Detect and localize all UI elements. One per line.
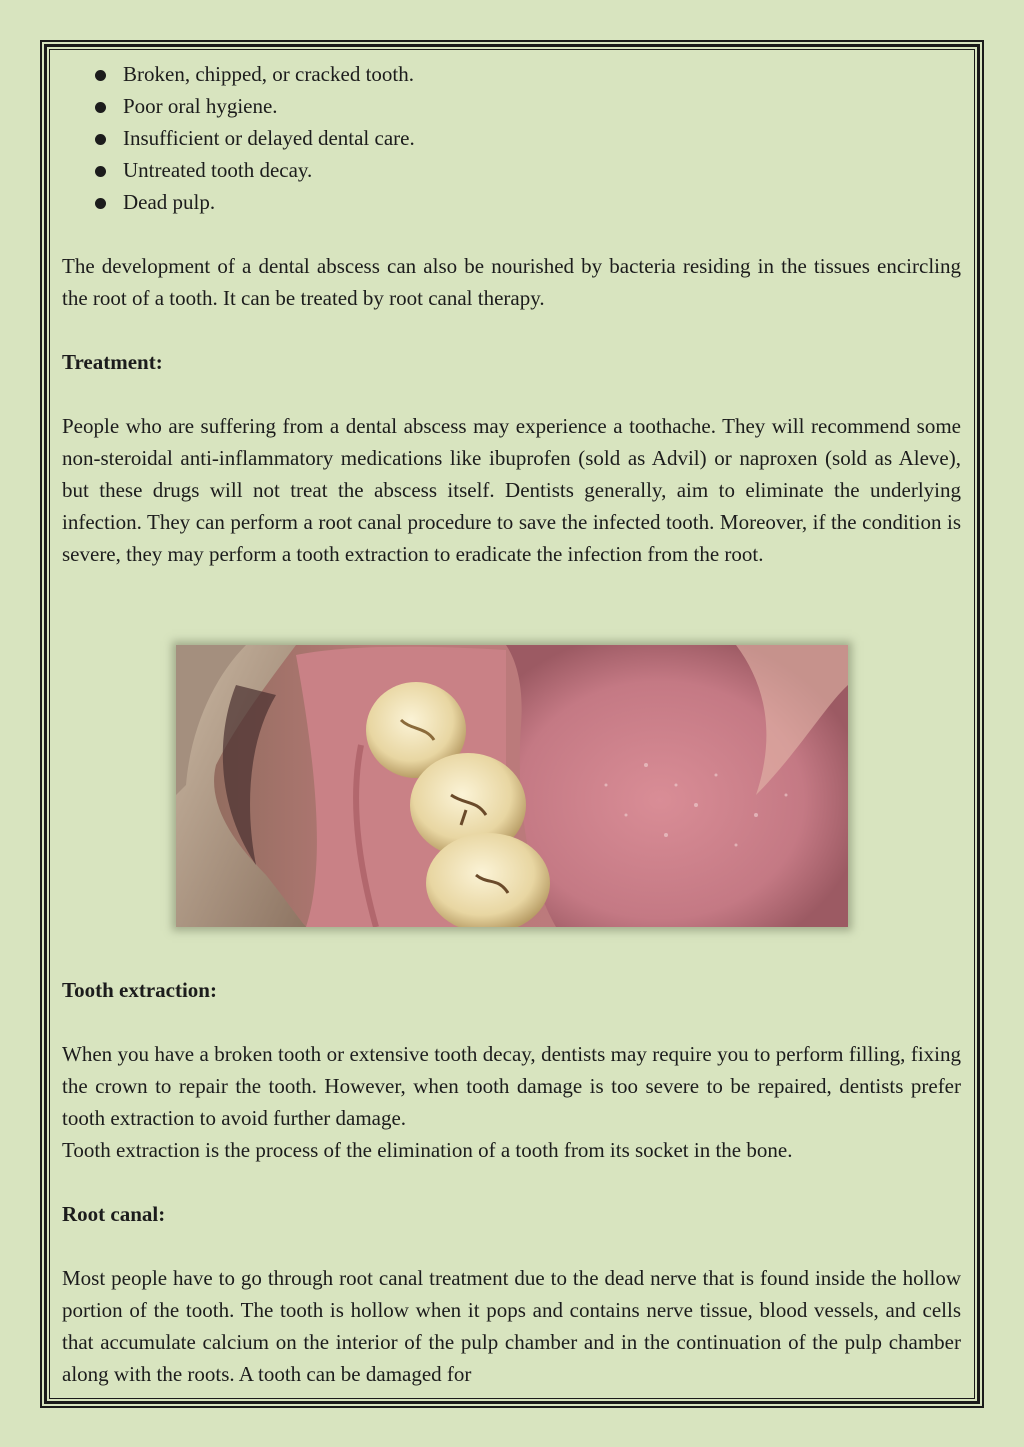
abscessed-tooth-photo — [176, 645, 848, 927]
intro-paragraph: The development of a dental abscess can also be nourished by bacteria residing in the tissues encircling the root of a tooth. It can be treated by root canal therapy. — [62, 254, 961, 310]
bullet-icon — [95, 198, 106, 209]
root-canal-heading: Root canal: — [62, 1202, 166, 1226]
bullet-icon — [95, 166, 106, 177]
tooth-extraction-heading: Tooth extraction: — [62, 978, 217, 1002]
list-item: Broken, chipped, or cracked tooth. — [62, 58, 961, 90]
list-item: Untreated tooth decay. — [62, 154, 961, 186]
tooth-extraction-paragraph: When you have a broken tooth or extensive tooth decay, dentists may require you to perform filling, fixing the crown to repair the tooth. However, when tooth damage is too severe to be repaired, dentists prefer tooth extraction to avoid further damage. — [62, 1042, 961, 1130]
bullet-icon — [95, 102, 106, 113]
list-item: Poor oral hygiene. — [62, 90, 961, 122]
root-canal-paragraph: Most people have to go through root canal treatment due to the dead nerve that is found inside the hollow portion of the tooth. The tooth is hollow when it pops and contains nerve tissue, blood vessels, and cells that accumulate calcium on the interior of the pulp chamber and in the continuation of the pulp chamber along with the roots. A tooth can be damaged for — [62, 1266, 961, 1386]
list-item: Dead pulp. — [62, 186, 961, 218]
list-item: Insufficient or delayed dental care. — [62, 122, 961, 154]
causes-list — [62, 58, 961, 218]
treatment-heading: Treatment: — [62, 350, 163, 374]
page-content — [62, 58, 961, 570]
page-content-lower — [62, 974, 961, 1390]
bullet-icon — [95, 134, 106, 145]
tooth-extraction-definition: Tooth extraction is the process of the elimination of a tooth from its socket in the bone. — [62, 1138, 793, 1162]
bullet-icon — [95, 70, 106, 81]
treatment-paragraph: People who are suffering from a dental abscess may experience a toothache. They will recommend some non-steroidal anti-inflammatory medications like ibuprofen (sold as Advil) or naproxen (sold as Aleve), but these drugs will not treat the abscess itself. Dentists generally, aim to eliminate the underlying infection. They can perform a root canal procedure to save the infected tooth. Moreover, if the condition is severe, they may perform a tooth extraction to eradicate the infection from the root. — [62, 414, 961, 566]
